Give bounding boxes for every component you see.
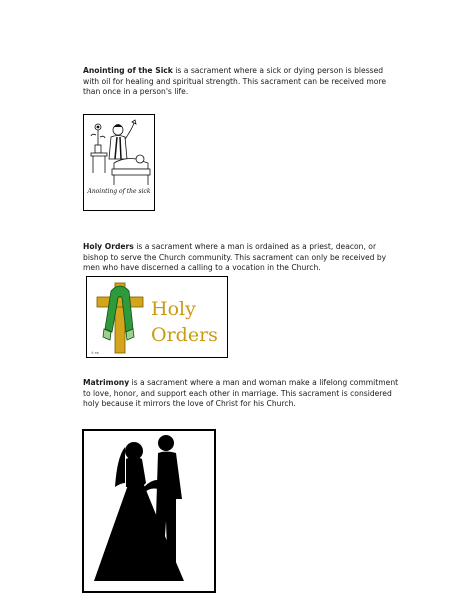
anointing-description: is a sacrament where a sick or dying person is blessed with oil for healing and spiritual strength. This sacrament can be received more than once in a person's life.: [83, 66, 387, 97]
holy-orders-paragraph: [83, 242, 399, 274]
holy-orders-artist-mark: © FR: [91, 351, 99, 355]
anointing-paragraph: [83, 66, 399, 98]
table-shape: [91, 153, 107, 173]
holy-orders-term: Holy Orders: [83, 242, 134, 251]
anointing-term: Anointing of the Sick: [83, 66, 173, 75]
holy-orders-illustration: [86, 276, 228, 358]
anointing-illustration: [83, 114, 155, 211]
holy-orders-word-holy: Holy: [151, 298, 196, 320]
anointing-drawing: [84, 115, 154, 210]
holy-orders-drawing: [87, 277, 227, 357]
matrimony-description: is a sacrament where a man and woman make a lifelong commitment to love, honor, and support each other in marriage. This sacrament is considered holy because it mirrors the love of Christ for his Church.: [83, 378, 399, 409]
holy-orders-word-orders: Orders: [151, 324, 218, 346]
holy-orders-description: is a sacrament where a man is ordained as a priest, deacon, or bishop to serve the Church community. This sacrament can only be received by men who have discerned a calling to a vocation in the Church.: [83, 242, 387, 273]
matrimony-paragraph: [83, 378, 399, 410]
priest-figure: [109, 120, 136, 159]
anointing-caption: Anointing of the sick: [87, 188, 151, 195]
matrimony-illustration: [82, 429, 216, 593]
bed-with-patient: [112, 155, 150, 185]
wedding-silhouette: [84, 431, 214, 591]
matrimony-term: Matrimony: [83, 378, 130, 387]
flower-vase-icon: [91, 124, 105, 153]
